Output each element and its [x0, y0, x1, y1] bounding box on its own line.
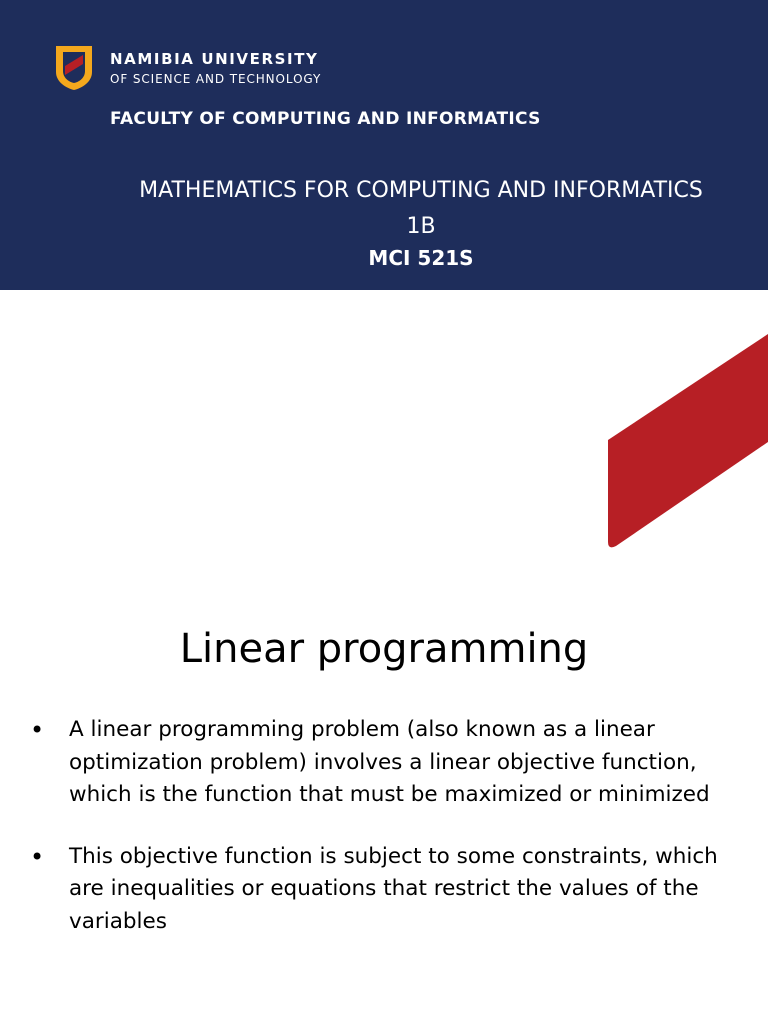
list-item [30, 841, 730, 939]
header-banner [0, 0, 768, 290]
course-code: MCI 521S [368, 246, 474, 270]
university-logo-icon [52, 42, 96, 92]
bullet-text: A linear programming problem (also known as a linear optimization problem) involves a linear objective function, which is the function that must be maximized or minimized [69, 717, 710, 807]
bullet-list [30, 714, 730, 967]
university-name: NAMIBIA UNIVERSITY [110, 50, 319, 68]
slide-title: Linear programming [179, 626, 589, 672]
university-subtitle: OF SCIENCE AND TECHNOLOGY [110, 72, 322, 86]
decorative-red-shape-icon [600, 330, 768, 550]
bullet-marker: • [30, 716, 45, 744]
course-title [100, 173, 742, 245]
course-title-line-2: 1B [406, 214, 436, 239]
course-title-line-1: MATHEMATICS FOR COMPUTING AND INFORMATICS [139, 178, 703, 203]
faculty-name: FACULTY OF COMPUTING AND INFORMATICS [110, 109, 541, 129]
list-item [30, 714, 730, 812]
bullet-marker: • [30, 842, 45, 871]
bullet-text: This objective function is subject to some constraints, which are inequalities or equations that restrict the values of the variables [69, 843, 718, 934]
